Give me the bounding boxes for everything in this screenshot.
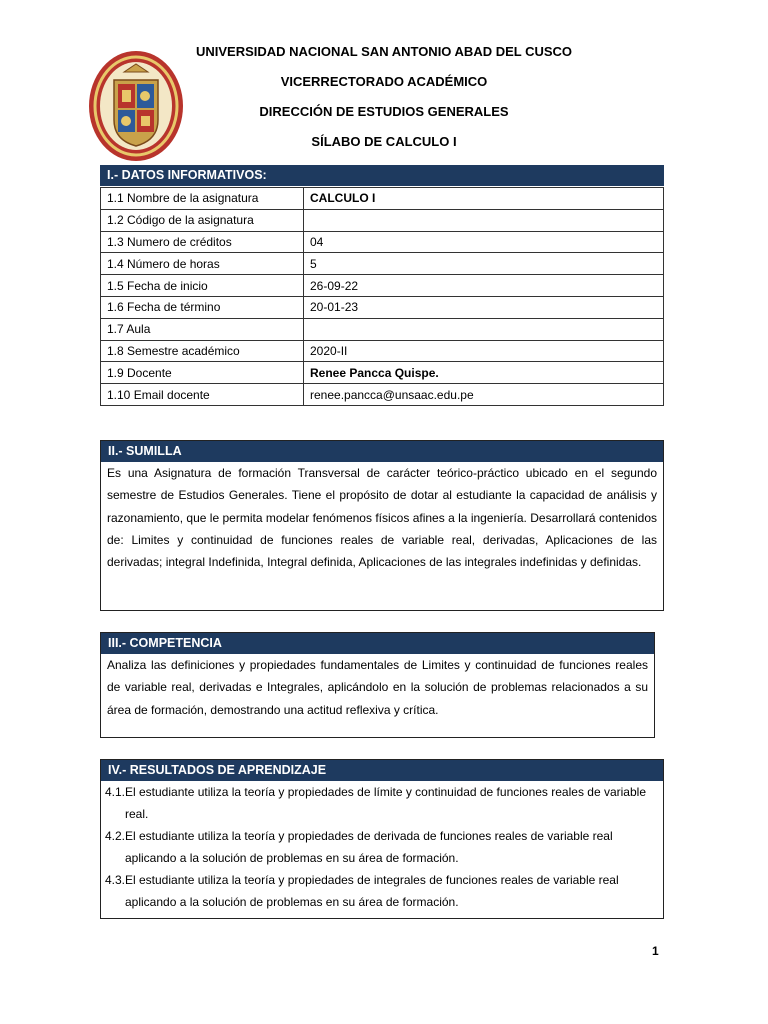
direction: DIRECCIÓN DE ESTUDIOS GENERALES [259,104,509,119]
section-4-box [100,759,664,919]
row-label: 1.9 Docente [101,362,304,384]
row-label: 1.5 Fecha de inicio [101,275,304,297]
table-row [101,362,664,384]
table-row [101,253,664,275]
row-label: 1.7 Aula [101,318,304,340]
item-text: El estudiante utiliza la teoría y propiedades de límite y continuidad de funciones reales de variable real. [125,785,646,821]
section-4-title: IV.- RESULTADOS DE APRENDIZAJE [101,760,663,781]
row-value: 26-09-22 [304,275,664,297]
row-label: 1.1 Nombre de la asignatura [101,188,304,210]
row-value: 20-01-23 [304,296,664,318]
item-number: 4.3. [105,873,126,887]
vice-rectorate: VICERRECTORADO ACADÉMICO [280,74,488,89]
section-3-box [100,632,655,738]
table-row [101,231,664,253]
table-row [101,275,664,297]
competencia-text: Analiza las definiciones y propiedades fundamentales de Limites y continuidad de funciones reales de variable real, derivadas e Integrales, aplicándolo en la solución de problemas relacionados a su área de formación, demostrando una actitud reflexiva y crítica. [107,658,648,717]
table-row [101,296,664,318]
section-3-title: III.- COMPETENCIA [101,633,654,654]
item-number: 4.1. [105,785,126,799]
row-value: renee.pancca@unsaac.edu.pe [304,384,664,406]
row-value [304,318,664,340]
info-table [100,187,664,406]
row-value: 2020-II [304,340,664,362]
row-value: 5 [304,253,664,275]
row-value: Renee Pancca Quispe. [304,362,664,384]
section-2-title: II.- SUMILLA [101,441,663,462]
row-value [304,209,664,231]
item-text: El estudiante utiliza la teoría y propiedades de integrales de funciones reales de variable real aplicando a la solución de problemas en su área de formación. [125,873,619,909]
table-row [101,340,664,362]
item-text: El estudiante utiliza la teoría y propiedades de derivada de funciones reales de variable real aplicando a la solución de problemas en su área de formación. [125,829,613,865]
row-label: 1.2 Código de la asignatura [101,209,304,231]
page-number: 1 [652,944,659,958]
list-item [101,825,663,869]
row-label: 1.8 Semestre académico [101,340,304,362]
table-row [101,318,664,340]
row-label: 1.6 Fecha de término [101,296,304,318]
table-row [101,209,664,231]
row-label: 1.10 Email docente [101,384,304,406]
row-label: 1.3 Numero de créditos [101,231,304,253]
table-row [101,188,664,210]
row-value: CALCULO I [304,188,664,210]
section-1-header [100,165,664,187]
row-label: 1.4 Número de horas [101,253,304,275]
university-name: UNIVERSIDAD NACIONAL SAN ANTONIO ABAD DEL CUSCO [195,44,573,59]
syllabus-title: SÍLABO DE CALCULO I [311,134,457,149]
section-1-title: I.- DATOS INFORMATIVOS: [100,165,664,186]
list-item [101,869,663,913]
row-value: 04 [304,231,664,253]
sumilla-text: Es una Asignatura de formación Transversal de carácter teórico-práctico ubicado en el segundo semestre de Estudios Generales. Tiene el propósito de dotar al estudiante la capacidad de análisis y razonamiento, que le permita modelar fenómenos físicos afines a la ingeniería. Desarrollará contenidos de: Limites y continuidad de funciones reales de variable real, derivadas, Aplicaciones de las derivadas; integral Indefinida, Integral definida, Aplicaciones de las integrales indefinidas y definidas. [107,466,657,570]
section-2-box [100,440,664,611]
table-row [101,384,664,406]
item-number: 4.2. [105,829,126,843]
list-item [101,781,663,825]
